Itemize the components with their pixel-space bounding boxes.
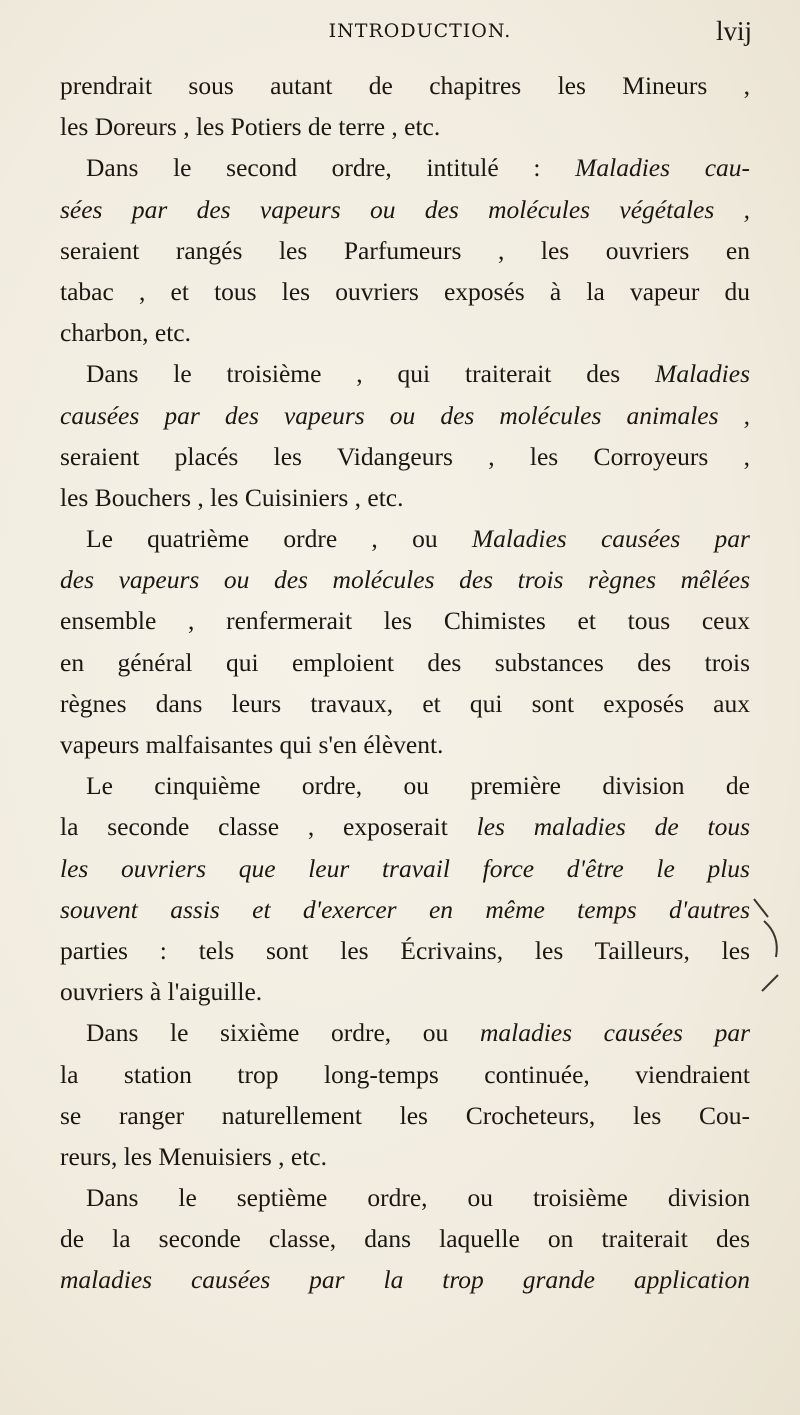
text-line: seraient rangés les Parfumeurs , les ouvriers en — [60, 235, 750, 265]
text-line: seraient placés les Vidangeurs , les Corroyeurs , — [60, 441, 750, 471]
text-line: règnes dans leurs travaux, et qui sont exposés aux — [60, 688, 750, 718]
page-number: lvij — [715, 16, 752, 46]
text-line: la seconde classe , exposerait les maladies de tous — [60, 812, 750, 842]
text-line: Le quatrième ordre , ou Maladies causées par — [86, 524, 750, 554]
text-line: ouvriers à l'aiguille. — [60, 977, 263, 1007]
margin-pencil-mark — [750, 895, 790, 1005]
text-line: parties : tels sont les Écrivains, les Tailleurs, les — [60, 935, 750, 965]
text-line: les Doreurs , les Potiers de terre , etc. — [60, 112, 441, 142]
text-line: la station trop long-temps continuée, viendraient — [60, 1059, 750, 1089]
body-text — [60, 65, 750, 1301]
italic-term: maladies causées par — [479, 1018, 750, 1048]
text-line: causées par des vapeurs ou des molécules animales , — [60, 400, 750, 430]
text-line: Dans le second ordre, intitulé : Maladies cau- — [86, 153, 751, 183]
text-line: Dans le troisième , qui traiterait des Maladies — [86, 359, 750, 389]
text-line: reurs, les Menuisiers , etc. — [60, 1141, 327, 1171]
text-line: de la seconde classe, dans laquelle on traiterait des — [60, 1224, 750, 1254]
running-head: INTRODUCTION. — [328, 20, 512, 42]
italic-term: les maladies de tous — [476, 812, 750, 842]
text-line: souvent assis et d'exercer en même temps d'autres — [60, 894, 750, 924]
text-line: les ouvriers que leur travail force d'être le plus — [60, 853, 750, 883]
text-line: Dans le septième ordre, ou troisième division — [86, 1183, 750, 1213]
text-line: les Bouchers , les Cuisiniers , etc. — [60, 482, 404, 512]
text-line: des vapeurs ou des molécules des trois règnes mêlées — [60, 565, 750, 595]
italic-term: Maladies — [655, 359, 750, 389]
text-line: Le cinquième ordre, ou première division de — [86, 771, 750, 801]
text-line: sées par des vapeurs ou des molécules végétales , — [60, 194, 750, 224]
text-line: ensemble , renfermerait les Chimistes et tous ceux — [60, 606, 750, 636]
italic-term: Maladies cau- — [575, 153, 751, 183]
text-line: tabac , et tous les ouvriers exposés à la vapeur du — [60, 276, 750, 306]
text-line: charbon, etc. — [60, 318, 191, 348]
text-line: maladies causées par la trop grande application — [60, 1265, 750, 1295]
italic-term: Maladies causées par — [471, 524, 750, 554]
page-header — [0, 16, 800, 56]
text-line: vapeurs malfaisantes qui s'en élèvent. — [60, 730, 444, 759]
text-line: prendrait sous autant de chapitres les Mineurs , — [60, 71, 750, 100]
text-line: en général qui emploient des substances des trois — [60, 647, 750, 677]
text-line: se ranger naturellement les Crocheteurs, les Cou- — [60, 1100, 750, 1130]
text-line: Dans le sixième ordre, ou maladies causées par — [86, 1018, 750, 1048]
